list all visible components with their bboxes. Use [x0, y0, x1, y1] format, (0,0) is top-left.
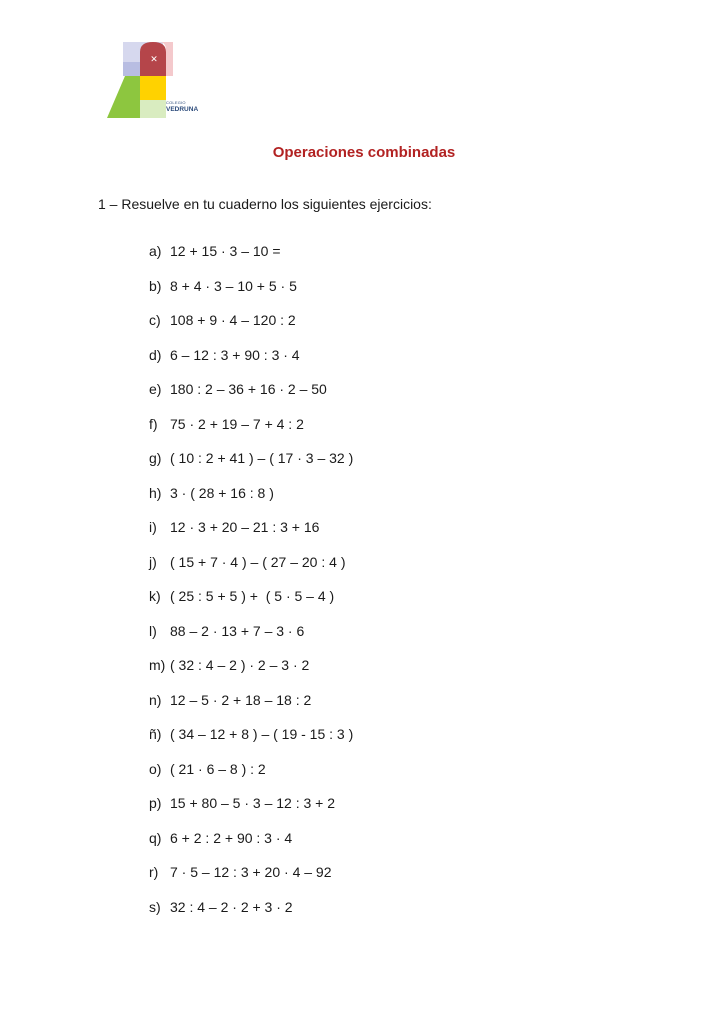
exercise-letter: c): [149, 312, 161, 328]
exercise-letter: p): [149, 795, 162, 811]
exercise-letter: r): [149, 864, 159, 880]
exercise-expression: 6 – 12 : 3 + 90 : 3 · 4: [170, 346, 300, 363]
exercise-letter: l): [149, 622, 157, 639]
exercise-item: [149, 830, 353, 865]
exercise-letter: q): [149, 829, 162, 846]
exercise-expression: 6 + 2 : 2 + 90 : 3 · 4: [170, 829, 293, 846]
logo-big-text: VEDRUNA: [166, 106, 199, 113]
logo-small-text: COLEGIO: [166, 100, 186, 105]
exercise-item: [149, 243, 353, 278]
exercise-item: [149, 588, 353, 623]
exercise-item: [149, 623, 353, 658]
logo-blue-block: [123, 62, 140, 76]
exercise-letter: b): [149, 277, 162, 294]
exercise-letter: o): [149, 760, 162, 777]
exercise-expression: 12 · 3 + 20 – 21 : 3 + 16: [170, 519, 320, 535]
exercise-letter: a): [149, 243, 162, 259]
exercise-expression: ( 15 + 7 · 4 ) – ( 27 – 20 : 4 ): [170, 553, 346, 570]
exercise-letter: j): [149, 553, 157, 570]
document-title: [0, 144, 728, 161]
exercise-item: [149, 381, 353, 416]
logo-text: [166, 101, 198, 114]
exercise-item: [149, 761, 353, 796]
exercise-expression: 75 · 2 + 19 – 7 + 4 : 2: [170, 415, 304, 432]
exercise-expression: ( 21 · 6 – 8 ) : 2: [170, 760, 266, 777]
exercise-expression: 32 : 4 – 2 · 2 + 3 · 2: [170, 898, 293, 915]
document-title-text: Operaciones combinadas: [272, 144, 456, 161]
exercise-instruction: 1 – Resuelve en tu cuaderno los siguientes ejercicios:: [98, 196, 432, 212]
exercise-letter: m): [149, 657, 166, 673]
exercise-item: [149, 657, 353, 692]
exercise-item: [149, 554, 353, 589]
exercise-expression: ( 32 : 4 – 2 ) · 2 – 3 · 2: [170, 657, 310, 673]
exercise-item: [149, 692, 353, 727]
exercise-expression: ( 10 : 2 + 41 ) – ( 17 · 3 – 32 ): [170, 450, 354, 466]
exercise-letter: ñ): [149, 726, 162, 742]
exercise-letter: i): [149, 519, 157, 535]
exercise-list: [149, 243, 353, 933]
exercise-expression: 12 + 15 · 3 – 10 =: [170, 243, 281, 259]
exercise-letter: e): [149, 381, 162, 397]
exercise-expression: 15 + 80 – 5 · 3 – 12 : 3 + 2: [170, 795, 336, 811]
exercise-expression: 108 + 9 · 4 – 120 : 2: [170, 312, 296, 328]
exercise-expression: 3 · ( 28 + 16 : 8 ): [170, 484, 274, 501]
exercise-item: [149, 726, 353, 761]
exercise-item: [149, 416, 353, 451]
exercise-expression: 7 · 5 – 12 : 3 + 20 · 4 – 92: [170, 864, 332, 880]
exercise-expression: 180 : 2 – 36 + 16 · 2 – 50: [170, 381, 327, 397]
logo-cross-mark: ✕: [150, 55, 158, 65]
logo-lightgreen-block: [140, 100, 166, 118]
exercise-letter: k): [149, 588, 161, 604]
exercise-expression: 8 + 4 · 3 – 10 + 5 · 5: [170, 277, 297, 294]
exercise-item: [149, 278, 353, 313]
exercise-letter: d): [149, 346, 162, 363]
exercise-item: [149, 795, 353, 830]
exercise-expression: 12 – 5 · 2 + 18 – 18 : 2: [170, 691, 312, 708]
exercise-item: [149, 450, 353, 485]
exercise-item: [149, 485, 353, 520]
exercise-letter: h): [149, 484, 162, 501]
exercise-item: [149, 864, 353, 899]
exercise-expression: 88 – 2 · 13 + 7 – 3 · 6: [170, 622, 305, 639]
exercise-item: [149, 519, 353, 554]
exercise-expression: ( 34 – 12 + 8 ) – ( 19 - 15 : 3 ): [170, 726, 354, 742]
logo-green-block: [107, 76, 140, 118]
exercise-letter: f): [149, 415, 158, 432]
exercise-item: [149, 899, 353, 934]
exercise-letter: g): [149, 450, 162, 466]
exercise-item: [149, 312, 353, 347]
exercise-expression: ( 25 : 5 + 5 ) + ( 5 · 5 – 4 ): [170, 588, 335, 604]
exercise-letter: n): [149, 691, 162, 708]
logo-yellow-block: [140, 76, 166, 100]
exercise-letter: s): [149, 898, 161, 915]
exercise-item: [149, 347, 353, 382]
